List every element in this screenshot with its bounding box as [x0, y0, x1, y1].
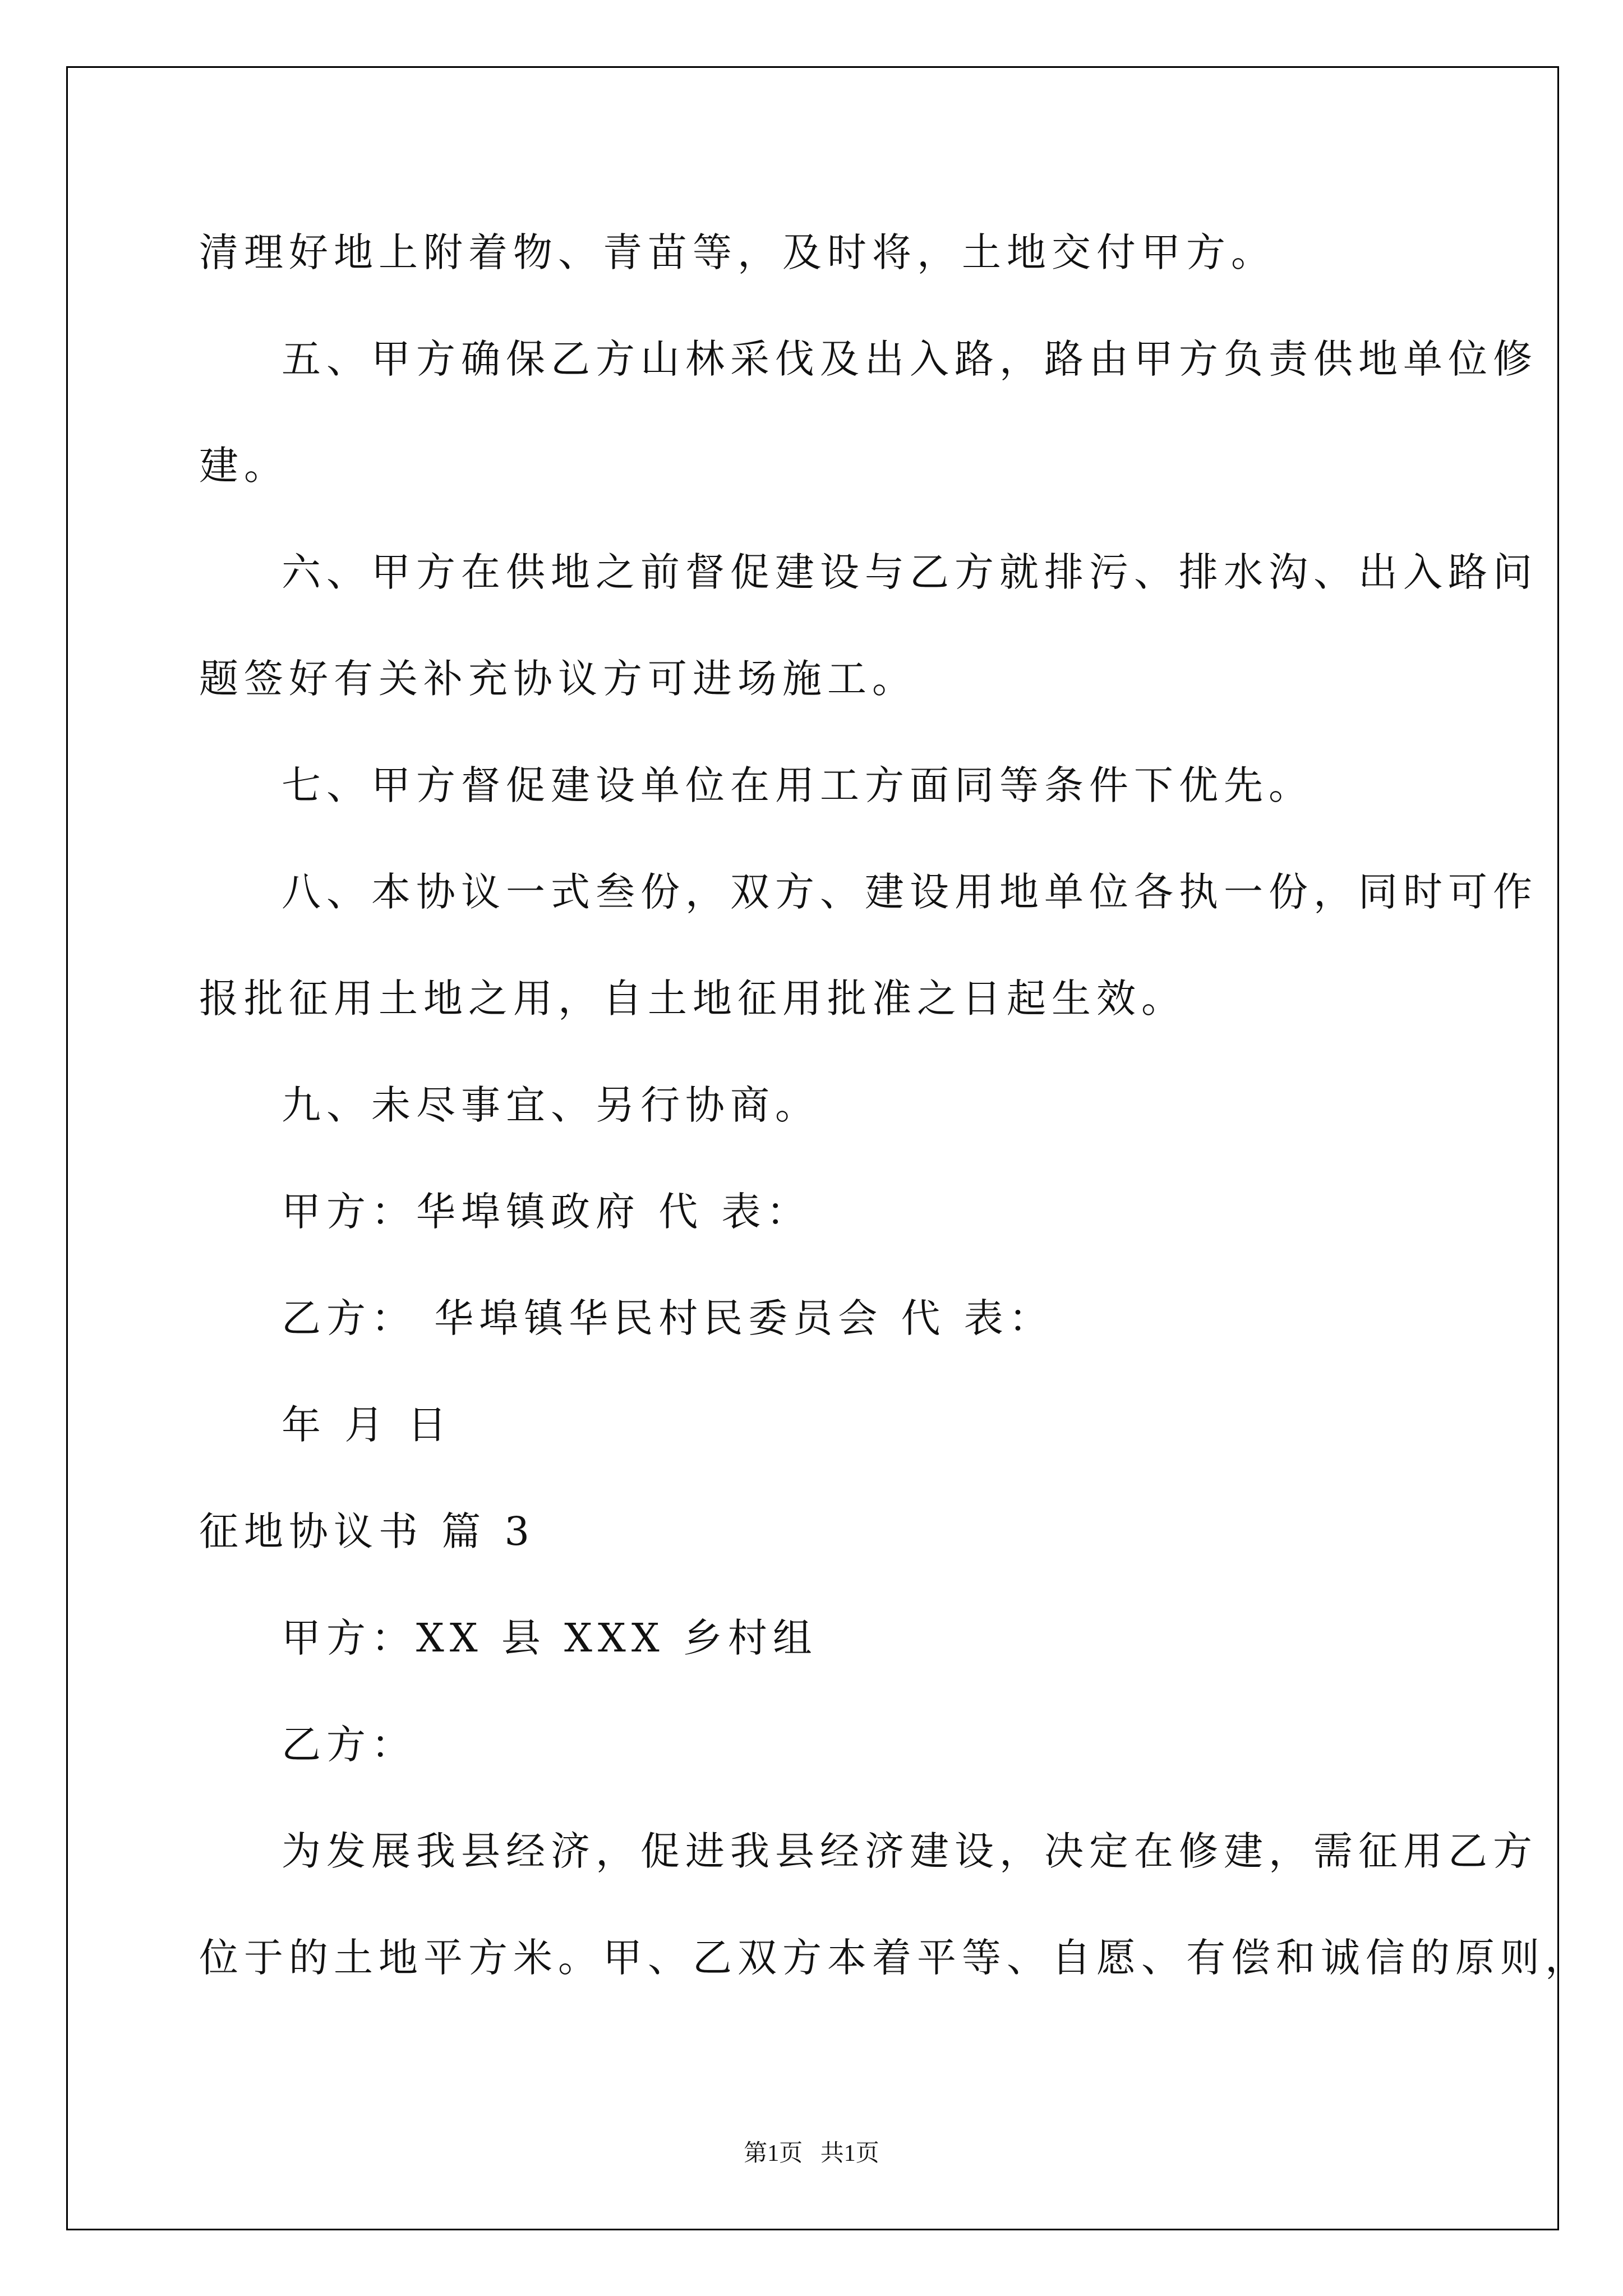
party-b-line: 乙方： — [282, 1722, 416, 1768]
text-line: 五、甲方确保乙方山林采伐及出入路，路由甲方负责供地单位修 — [282, 336, 1538, 382]
party-a-line: 甲方：XX 县 XXX 乡村组 — [282, 1615, 818, 1661]
text-line: 八、本协议一式叁份，双方、建设用地单位各执一份，同时可作 — [282, 869, 1538, 915]
party-a-signature-line: 甲方：华埠镇政府 代 表： — [282, 1189, 811, 1235]
text-line: 九、未尽事宜、另行协商。 — [282, 1082, 820, 1128]
page-border — [66, 66, 1559, 2230]
text-line: 七、甲方督促建设单位在用工方面同等条件下优先。 — [282, 762, 1313, 808]
text-line: 六、甲方在供地之前督促建设与乙方就排污、排水沟、出入路问 — [282, 549, 1538, 595]
text-line: 建。 — [199, 443, 289, 489]
text-line: 为发展我县经济，促进我县经济建设，决定在修建，需征用乙方 — [282, 1828, 1538, 1874]
text-line: 报批征用土地之用，自土地征用批准之日起生效。 — [199, 976, 1186, 1022]
text-line: 清理好地上附着物、青苗等，及时将，土地交付甲方。 — [199, 229, 1276, 275]
date-line: 年 月 日 — [282, 1402, 453, 1448]
section-heading: 征地协议书 篇 3 — [199, 1508, 536, 1554]
text-line: 位于的土地平方米。甲、乙双方本着平等、自愿、有偿和诚信的原则， — [199, 1935, 1590, 1981]
page-footer: 第1页 共1页 — [744, 2141, 879, 2166]
text-line: 题签好有关补充协议方可进场施工。 — [199, 656, 917, 702]
party-b-signature-line: 乙方： 华埠镇华民村民委员会 代 表： — [282, 1295, 1054, 1341]
